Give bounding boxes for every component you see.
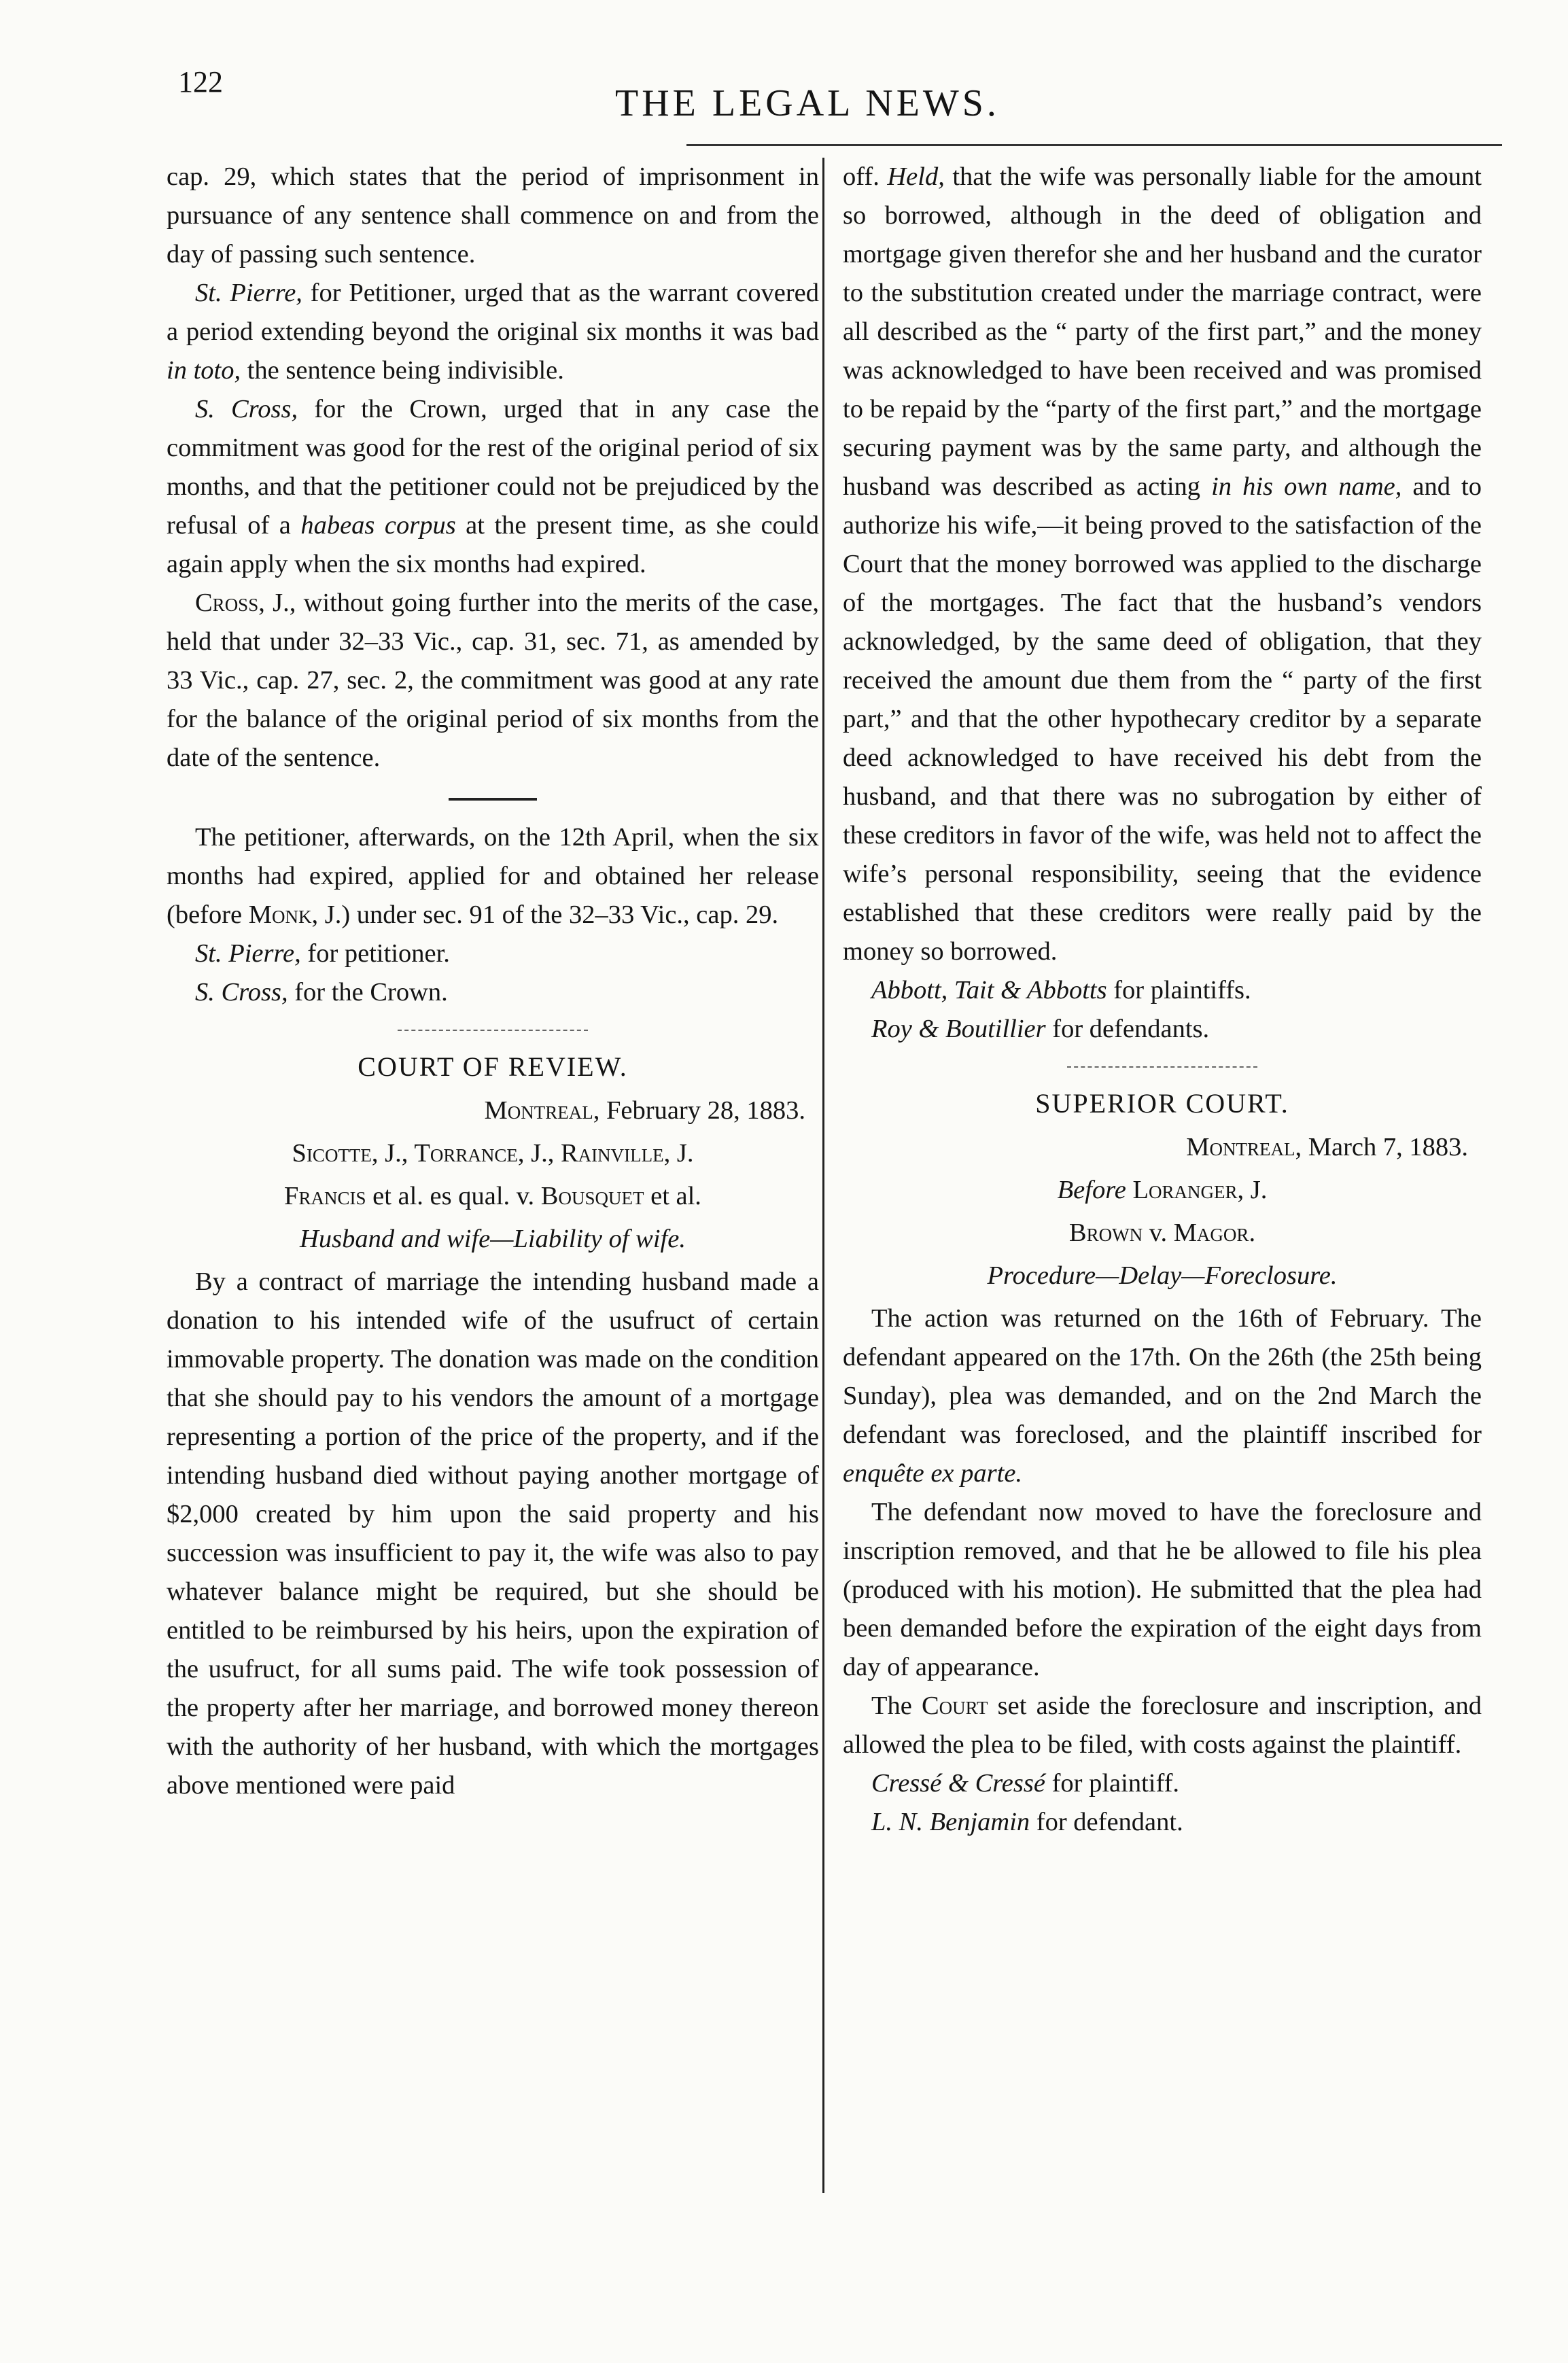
counsel-line: Cressé & Cressé for plaintiff. — [871, 1769, 1180, 1798]
counsel-line: Abbott, Tait & Abbotts for plaintiffs. — [871, 976, 1251, 1004]
judge-name: Monk, J. — [248, 900, 342, 929]
counsel-name: S. Cross, — [195, 395, 298, 423]
section-rule — [449, 798, 537, 801]
page-header — [0, 0, 1568, 129]
journal-title: THE LEGAL NEWS. — [615, 82, 1000, 124]
counsel-line: L. N. Benjamin for defendant. — [871, 1808, 1183, 1836]
column-divider — [822, 158, 824, 2193]
right-column — [843, 158, 1482, 1842]
paragraph: Cross, J., without going further into the merits of the case, held that under 32–33 Vic., cap. 31, sec. 71, as amended by 33 Vic., cap. 27, sec. 2, the commitment was good at any rate for the balance of the original period of six months from the date of the sentence. — [167, 589, 820, 772]
section-rule — [398, 1030, 588, 1031]
judge-line: Before Loranger, J. — [1057, 1176, 1268, 1204]
dateline: Montreal, February 28, 1883. — [484, 1096, 805, 1125]
judge-name: Cross, J., — [195, 589, 296, 617]
dateline: Montreal, March 7, 1883. — [1186, 1133, 1468, 1161]
paragraph: By a contract of marriage the intending husband made a donation to his intended wife of the usufruct of certain immovable property. The donation was made on the condition that she should pay to his vendors the amount of a mortgage representing a portion of the price of the property, and if the intending husband died without paying another mortgage of $2,000 created by him upon the said property and his succession was insufficient to pay it, the wife was also to pay whatever balance might be required, but she should be entitled to be reimbursed by his heirs, upon the expiration of the usufruct, for all sums paid. The wife took possession of the property after her marriage, and borrowed money thereon with the authority of her husband, with which the mortgages above mentioned were paid — [167, 1267, 819, 1800]
case-title: Brown v. Magor. — [1068, 1219, 1256, 1247]
paragraph: The Court set aside the foreclosure and inscription, and allowed the plea to be filed, with costs against the plaintiff. — [843, 1692, 1482, 1759]
paragraph: St. Pierre, for Petitioner, urged that as the warrant covered a period extending beyond the original six months it was bad in toto, the sentence being indivisible. — [167, 279, 820, 385]
left-column — [167, 158, 819, 1805]
case-title: Francis et al. es qual. v. Bousquet et al. — [284, 1182, 701, 1210]
header-rule — [686, 144, 1502, 146]
court-title: SUPERIOR COURT. — [1035, 1088, 1289, 1119]
paragraph: off. Held, that the wife was personally liable for the amount so borrowed, although in the deed of obligation and mortgage given therefor she and her husband and the curator to the substitution created under the marriage contract, were all described as the “ party of the first part,” and the money was acknowledged to have been received and was promised to be repaid by the “party of the first part,” and the mortgage securing payment was by the same party, and although the husband was described as acting in his own name, and to authorize his wife,—it being proved to the satisfaction of the Court that the money borrowed was applied to the discharge of the mortgages. The fact that the husband’s vendors acknowledged, by the same deed of obligation, that they received the amount due them from the “ party of the first part,” and that the other hypothecary creditor by a separate deed acknowledged to have received his debt from the husband, and that there was no subrogation by either of these creditors in favor of the wife, was held not to affect the wife’s personal responsibility, seeing that the evidence established that these creditors were really paid by the money so borrowed. — [843, 162, 1482, 966]
case-subject: Procedure—Delay—Foreclosure. — [987, 1261, 1338, 1290]
counsel-line: St. Pierre, for petitioner. — [195, 939, 450, 968]
paragraph: The petitioner, afterwards, on the 12th April, when the six months had expired, applied for and obtained her release (before Monk, J.) under sec. 91 of the 32–33 Vic., cap. 29. — [167, 823, 819, 929]
paragraph: The defendant now moved to have the foreclosure and inscription removed, and that he be allowed to file his plea (produced with his motion). He submitted that the plea had been demanded before the expiration of the eight days from day of appearance. — [843, 1498, 1482, 1681]
case-subject: Husband and wife—Liability of wife. — [300, 1225, 686, 1253]
counsel-line: Roy & Boutillier for defendants. — [871, 1015, 1210, 1043]
paragraph: cap. 29, which states that the period of imprisonment in pursuance of any sentence shall commence on and from the day of passing such sentence. — [167, 162, 819, 268]
page-number: 122 — [178, 65, 223, 99]
judges-line: Sicotte, J., Torrance, J., Rainville, J. — [292, 1139, 694, 1168]
paragraph: The action was returned on the 16th of February. The defendant appeared on the 17th. On the 26th (the 25th being Sunday), plea was demanded, and on the 2nd March the defendant was foreclosed, and the plaintiff inscribed for enquête ex parte. — [843, 1304, 1482, 1488]
court-title: COURT OF REVIEW. — [358, 1051, 628, 1082]
counsel-name: St. Pierre, — [195, 279, 302, 307]
counsel-line: S. Cross, for the Crown. — [195, 978, 448, 1007]
section-rule — [1067, 1066, 1257, 1068]
paragraph: S. Cross, for the Crown, urged that in any case the commitment was good for the rest of the original period of six months, and that the petitioner could not be prejudiced by the refusal of a habeas corpus at the present time, as she could again apply when the six months had expired. — [167, 395, 820, 578]
